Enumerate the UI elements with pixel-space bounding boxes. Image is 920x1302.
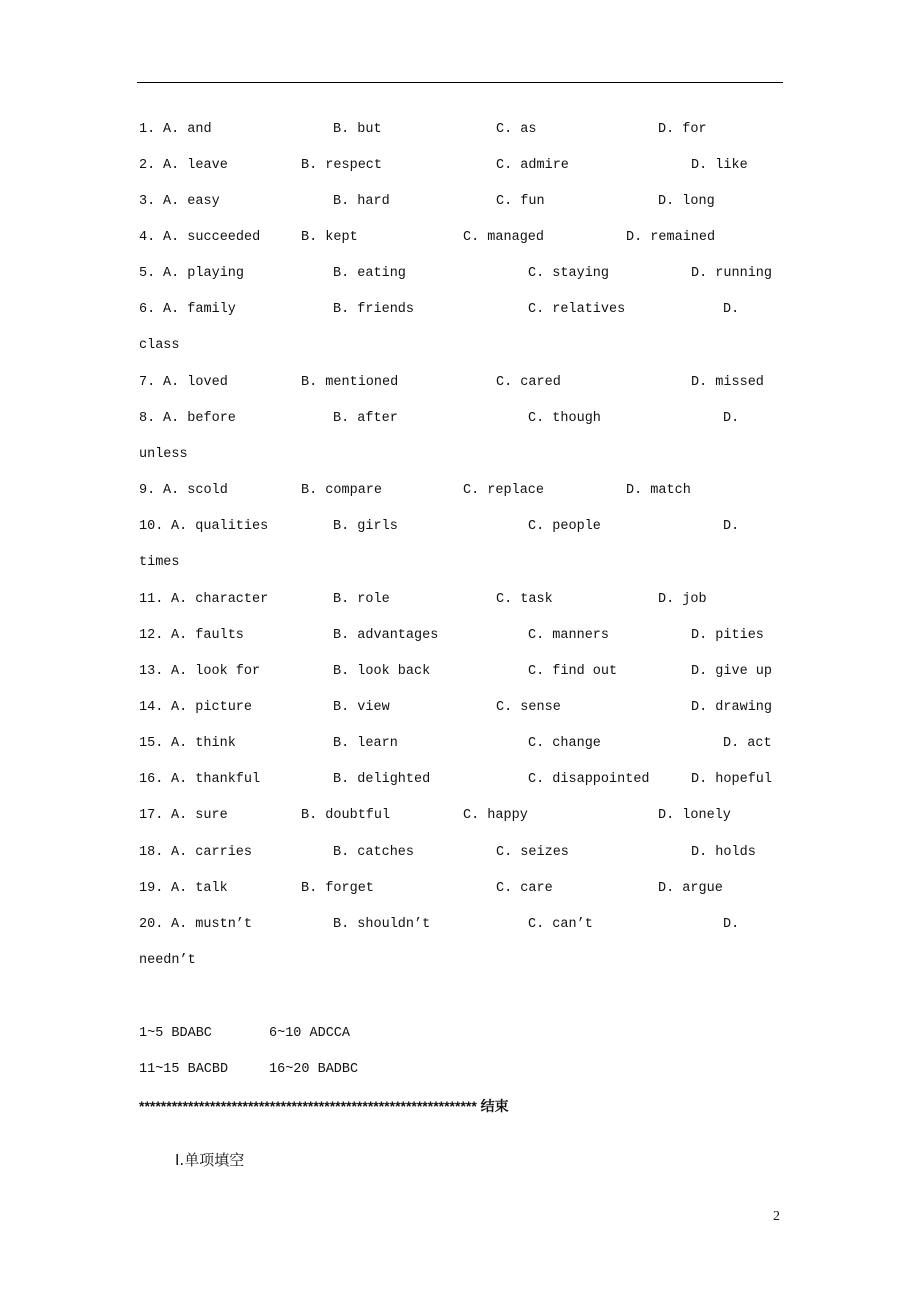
option-a: A. thankful [171, 772, 261, 787]
option-d: D. remained [626, 230, 716, 245]
option-a: A. family [163, 302, 236, 317]
option-c: C. people [528, 519, 601, 534]
option-b: B. kept [301, 230, 358, 245]
option-c: C. manners [528, 628, 610, 643]
option-d-wrapped-text: unless [139, 447, 188, 462]
option-a: A. succeeded [163, 230, 261, 245]
question-number: 3. [139, 194, 156, 209]
question-number: 6. [139, 302, 156, 317]
option-d: D. job [658, 592, 707, 607]
option-a: A. scold [163, 483, 228, 498]
page-number: 2 [773, 1209, 780, 1224]
option-b: B. hard [333, 194, 390, 209]
option-d: D. give up [691, 664, 773, 679]
option-c: C. though [528, 411, 601, 426]
option-b: B. look back [333, 664, 431, 679]
option-c: C. replace [463, 483, 545, 498]
question-number: 17. [139, 808, 164, 823]
question-number: 1. [139, 122, 156, 137]
option-c: C. change [528, 736, 601, 751]
question-number: 18. [139, 845, 164, 860]
option-d-wrapped-text: class [139, 338, 180, 353]
option-a: A. think [171, 736, 236, 751]
option-c: C. sense [496, 700, 561, 715]
option-a: A. before [163, 411, 236, 426]
option-b: B. advantages [333, 628, 439, 643]
option-d: D. drawing [691, 700, 773, 715]
option-a: A. mustn’t [171, 917, 253, 932]
option-c: C. staying [528, 266, 610, 281]
option-d: D. [723, 302, 740, 317]
answer-key-11-15: 11~15 BACBD [139, 1062, 229, 1077]
option-d: D. like [691, 158, 748, 173]
option-d: D. match [626, 483, 691, 498]
question-number: 15. [139, 736, 164, 751]
question-number: 5. [139, 266, 156, 281]
option-a: A. carries [171, 845, 253, 860]
option-c: C. disappointed [528, 772, 650, 787]
question-number: 7. [139, 375, 156, 390]
option-c: C. can’t [528, 917, 593, 932]
option-a: A. character [171, 592, 269, 607]
option-b: B. delighted [333, 772, 431, 787]
option-a: A. picture [171, 700, 253, 715]
option-a: A. qualities [171, 519, 269, 534]
option-d: D. for [658, 122, 707, 137]
question-number: 8. [139, 411, 156, 426]
option-a: A. leave [163, 158, 228, 173]
question-number: 10. [139, 519, 164, 534]
option-d: D. pities [691, 628, 764, 643]
option-c: C. relatives [528, 302, 626, 317]
option-d: D. [723, 519, 740, 534]
option-c: C. cared [496, 375, 561, 390]
question-number: 13. [139, 664, 164, 679]
option-b: B. forget [301, 881, 374, 896]
option-b: B. mentioned [301, 375, 399, 390]
option-c: C. managed [463, 230, 545, 245]
section-heading: Ⅰ.单项填空 [175, 1151, 245, 1169]
option-a: A. playing [163, 266, 245, 281]
option-a: A. talk [171, 881, 228, 896]
answer-key-6-10: 6~10 ADCCA [269, 1026, 351, 1041]
option-a: A. easy [163, 194, 220, 209]
option-c: C. find out [528, 664, 618, 679]
question-number: 11. [139, 592, 164, 607]
option-c: C. fun [496, 194, 545, 209]
question-number: 9. [139, 483, 156, 498]
option-d-wrapped-text: times [139, 555, 180, 570]
option-b: B. eating [333, 266, 406, 281]
option-c: C. admire [496, 158, 569, 173]
option-a: A. faults [171, 628, 244, 643]
option-d: D. hopeful [691, 772, 773, 787]
option-b: B. shouldn’t [333, 917, 431, 932]
question-number: 16. [139, 772, 164, 787]
answer-key-1-5: 1~5 BDABC [139, 1026, 212, 1041]
option-b: B. learn [333, 736, 398, 751]
question-number: 12. [139, 628, 164, 643]
option-b: B. compare [301, 483, 383, 498]
question-number: 19. [139, 881, 164, 896]
option-b: B. after [333, 411, 398, 426]
option-c: C. care [496, 881, 553, 896]
option-d-wrapped-text: needn’t [139, 953, 196, 968]
option-c: C. as [496, 122, 537, 137]
option-b: B. but [333, 122, 382, 137]
option-b: B. friends [333, 302, 415, 317]
option-d: D. [723, 411, 740, 426]
option-b: B. catches [333, 845, 415, 860]
question-number: 14. [139, 700, 164, 715]
header-rule [137, 82, 783, 83]
option-b: B. view [333, 700, 390, 715]
answer-key-16-20: 16~20 BADBC [269, 1062, 359, 1077]
option-b: B. girls [333, 519, 398, 534]
option-c: C. seizes [496, 845, 569, 860]
option-c: C. task [496, 592, 553, 607]
option-d: D. lonely [658, 808, 731, 823]
question-number: 2. [139, 158, 156, 173]
option-b: B. doubtful [301, 808, 391, 823]
end-marker: ************************************************************** 结束 [139, 1098, 509, 1114]
option-b: B. role [333, 592, 390, 607]
option-a: A. sure [171, 808, 228, 823]
question-number: 4. [139, 230, 156, 245]
option-a: A. look for [171, 664, 261, 679]
option-a: A. loved [163, 375, 228, 390]
option-d: D. missed [691, 375, 764, 390]
option-d: D. argue [658, 881, 723, 896]
option-c: C. happy [463, 808, 528, 823]
option-b: B. respect [301, 158, 383, 173]
option-d: D. [723, 917, 740, 932]
option-d: D. holds [691, 845, 756, 860]
question-number: 20. [139, 917, 164, 932]
option-d: D. running [691, 266, 773, 281]
option-a: A. and [163, 122, 212, 137]
option-d: D. act [723, 736, 772, 751]
option-d: D. long [658, 194, 715, 209]
